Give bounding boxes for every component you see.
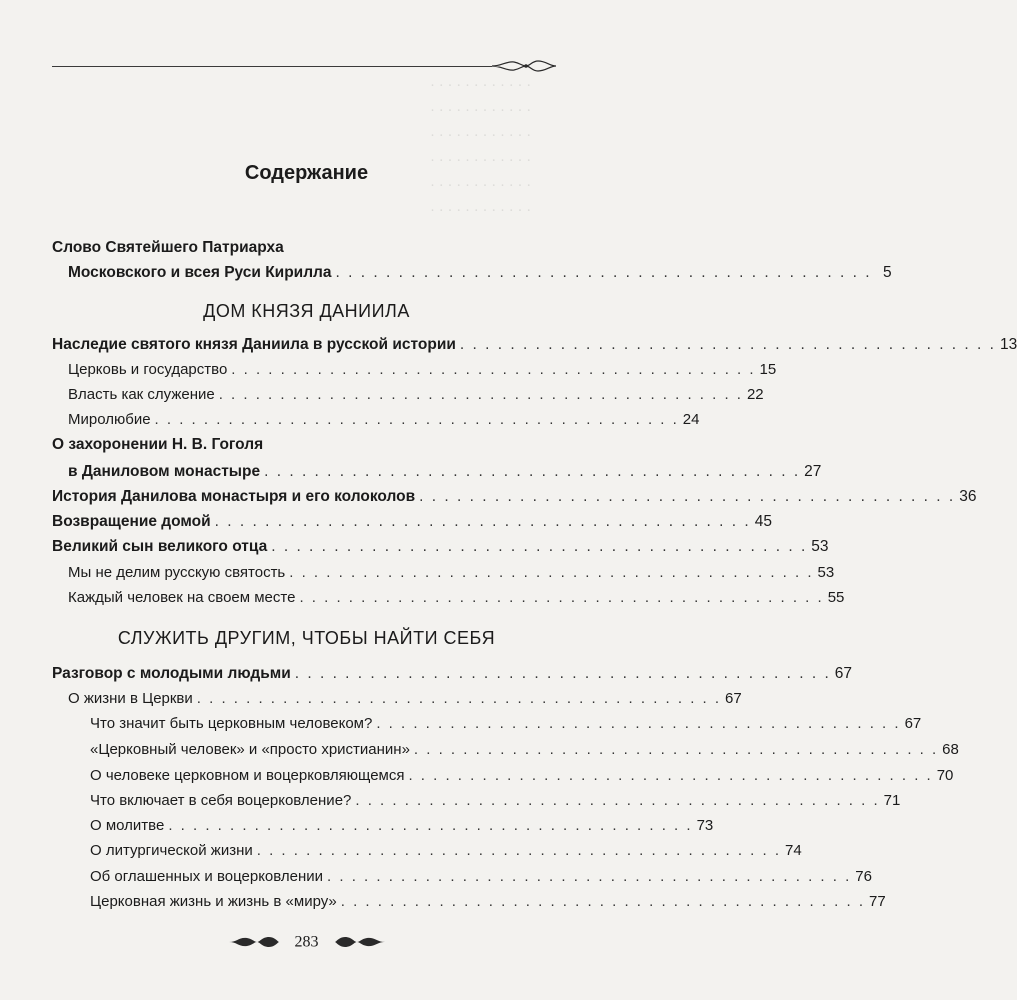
page-number: 283 — [294, 933, 319, 951]
leader-dots: . . . . . . . . . . . . . . . . . . . . . . . . . . . . . . . . . . . . . . . . . . . — [214, 513, 751, 530]
toc-entry-label: История Данилова монастыря и его колоколов — [52, 488, 416, 505]
toc-entry-label: О литургической жизни — [90, 842, 253, 859]
toc-entry[interactable] — [68, 408, 700, 430]
toc-page-number: 45 — [754, 513, 772, 530]
leader-dots: . . . . . . . . . . . . . . . . . . . . . . . . . . . . . . . . . . . . . . . . . . . — [327, 868, 852, 885]
toc-page-number: 68 — [942, 741, 959, 758]
toc-page-number: 71 — [883, 792, 901, 809]
toc-entry[interactable] — [90, 764, 954, 786]
toc-entry-label: Мы не делим русскую святость — [68, 564, 286, 581]
bleed-through-text: · · · · · · · · · · · · · · · · · · · · · · · · · · · · · · · · · · · · · · · · · · · · · · · · · · · · · · · · · · · · · · · · · · · · · · · · — [430, 78, 532, 219]
page-footer — [0, 933, 613, 951]
toc-entry-label: О жизни в Церкви — [68, 690, 193, 707]
top-ornament-icon — [492, 58, 556, 74]
leader-dots: . . . . . . . . . . . . . . . . . . . . . . . . . . . . . . . . . . . . . . . . . . . — [168, 817, 693, 834]
toc-entry-label: Миролюбие — [68, 411, 151, 428]
toc-page-number: 5 — [882, 264, 892, 281]
leader-dots: . . . . . . . . . . . . . . . . . . . . . . . . . . . . . . . . . . . . . . . . . . . — [299, 589, 824, 606]
toc-entry-label: Московского и всея Руси Кирилла — [68, 264, 332, 281]
toc-entry-label: Слово Святейшего Патриарха — [52, 239, 284, 256]
toc-entry[interactable] — [90, 814, 714, 836]
leader-dots: . . . . . . . . . . . . . . . . . . . . . . . . . . . . . . . . . . . . . . . . . . . — [264, 463, 801, 480]
toc-page-number: 53 — [817, 564, 835, 581]
toc-entry-label: Каждый человек на своем месте — [68, 589, 296, 606]
toc-page-number: 73 — [696, 817, 714, 834]
toc-entry[interactable] — [68, 561, 835, 583]
toc-entry[interactable] — [52, 510, 772, 532]
toc-entry[interactable] — [68, 460, 822, 482]
leader-dots: . . . . . . . . . . . . . . . . . . . . . . . . . . . . . . . . . . . . . . . . . . . — [459, 336, 996, 353]
toc-page-number: 55 — [827, 589, 845, 606]
leader-dots: . . . . . . . . . . . . . . . . . . . . . . . . . . . . . . . . . . . . . . . . . . . — [413, 741, 939, 758]
toc-page-number: 67 — [725, 690, 742, 707]
leader-dots: . . . . . . . . . . . . . . . . . . . . . . . . . . . . . . . . . . . . . . . . . . . — [340, 893, 866, 910]
page-title: Содержание — [244, 162, 369, 184]
toc-entry-label: Разговор с молодыми людьми — [52, 665, 291, 682]
toc-entry[interactable] — [68, 261, 892, 283]
toc-page-number: 24 — [682, 411, 700, 428]
toc-page-number: 15 — [759, 361, 777, 378]
toc-entry[interactable] — [52, 662, 853, 684]
section-heading-sluzhit-drugim: СЛУЖИТЬ ДРУГИМ, ЧТОБЫ НАЙТИ СЕБЯ — [117, 628, 496, 648]
leader-dots: . . . . . . . . . . . . . . . . . . . . . . . . . . . . . . . . . . . . . . . . . . . — [376, 715, 901, 732]
toc-entry-label: Наследие святого князя Даниила в русской истории — [52, 336, 456, 353]
toc-entry[interactable] — [90, 738, 959, 760]
leader-dots: . . . . . . . . . . . . . . . . . . . . . . . . . . . . . . . . . . . . . . . . . . . — [256, 842, 782, 859]
toc-entry-label: О человеке церковном и воцерковляющемся — [90, 767, 405, 784]
toc-entry-label: Власть как служение — [68, 386, 215, 403]
toc-page-number: 22 — [746, 386, 764, 403]
toc-page-number: 36 — [959, 488, 977, 505]
toc-page-number: 67 — [834, 665, 853, 682]
toc-entry-label: Церковная жизнь и жизнь в «миру» — [90, 893, 337, 910]
leader-dots: . . . . . . . . . . . . . . . . . . . . . . . . . . . . . . . . . . . . . . . . . . . — [218, 386, 743, 403]
toc-entry-label: Возвращение домой — [52, 513, 211, 530]
toc-entry-label: в Даниловом монастыре — [68, 463, 261, 480]
toc-page-number: 76 — [855, 868, 872, 885]
toc-entry[interactable] — [52, 333, 1017, 355]
leader-dots: . . . . . . . . . . . . . . . . . . . . . . . . . . . . . . . . . . . . . . . . . . . — [231, 361, 756, 378]
toc-entry[interactable] — [68, 358, 777, 380]
toc-entry[interactable] — [68, 383, 764, 405]
top-rule — [52, 66, 492, 67]
toc-entry[interactable] — [52, 535, 829, 557]
leader-dots: . . . . . . . . . . . . . . . . . . . . . . . . . . . . . . . . . . . . . . . . . . . — [271, 538, 808, 555]
footer-ornament-right-icon — [333, 935, 387, 949]
toc-entry[interactable] — [90, 712, 922, 734]
leader-dots: . . . . . . . . . . . . . . . . . . . . . . . . . . . . . . . . . . . . . . . . . . . — [294, 665, 831, 682]
toc-entry-label: Что значит быть церковным человеком? — [90, 715, 373, 732]
toc-entry-label: Об оглашенных и воцерковлении — [90, 868, 324, 885]
toc-page-number: 13 — [999, 336, 1017, 353]
toc-page-number: 77 — [869, 893, 886, 910]
toc-entry[interactable] — [90, 890, 886, 912]
toc-page-number: 70 — [936, 767, 954, 784]
toc-entry[interactable] — [52, 236, 496, 258]
leader-dots: . . . . . . . . . . . . . . . . . . . . . . . . . . . . . . . . . . . . . . . . . . . — [289, 564, 814, 581]
leader-dots: . . . . . . . . . . . . . . . . . . . . . . . . . . . . . . . . . . . . . . . . . . . — [154, 411, 679, 428]
toc-entry[interactable] — [52, 485, 977, 507]
footer-ornament-left-icon — [227, 935, 281, 949]
leader-dots: . . . . . . . . . . . . . . . . . . . . . . . . . . . . . . . . . . . . . . . . . . . — [419, 488, 956, 505]
leader-dots: . . . . . . . . . . . . . . . . . . . . . . . . . . . . . . . . . . . . . . . . . . . — [335, 264, 872, 281]
leader-dots: . . . . . . . . . . . . . . . . . . . . . . . . . . . . . . . . . . . . . . . . . . . — [196, 690, 722, 707]
toc-page-number: 27 — [804, 463, 822, 480]
toc-entry-label: Великий сын великого отца — [52, 538, 268, 555]
toc-page-number: 74 — [785, 842, 802, 859]
leader-dots: . . . . . . . . . . . . . . . . . . . . . . . . . . . . . . . . . . . . . . . . . . . — [355, 792, 880, 809]
toc-entry-label: «Церковный человек» и «просто христианин» — [90, 741, 410, 758]
toc-entry[interactable] — [68, 687, 742, 709]
toc-entry-label: Что включает в себя воцерковление? — [90, 792, 352, 809]
toc-entry[interactable] — [90, 789, 901, 811]
leader-dots: . . . . . . . . . . . . . . . . . . . . . . . . . . . . . . . . . . . . . . . . . . . — [408, 767, 933, 784]
toc-entry-label: О захоронении Н. В. Гоголя — [52, 436, 264, 453]
toc-entry-label: Церковь и государство — [68, 361, 228, 378]
section-heading-dom-knyazya: ДОМ КНЯЗЯ ДАНИИЛА — [203, 301, 410, 321]
toc-entry[interactable] — [52, 433, 496, 455]
toc-page-number: 67 — [904, 715, 922, 732]
toc-page-number: 53 — [811, 538, 829, 555]
toc-entry[interactable] — [68, 586, 845, 608]
toc-entry-label: О молитве — [90, 817, 165, 834]
toc-entry[interactable] — [90, 839, 802, 861]
toc-entry[interactable] — [90, 865, 872, 887]
